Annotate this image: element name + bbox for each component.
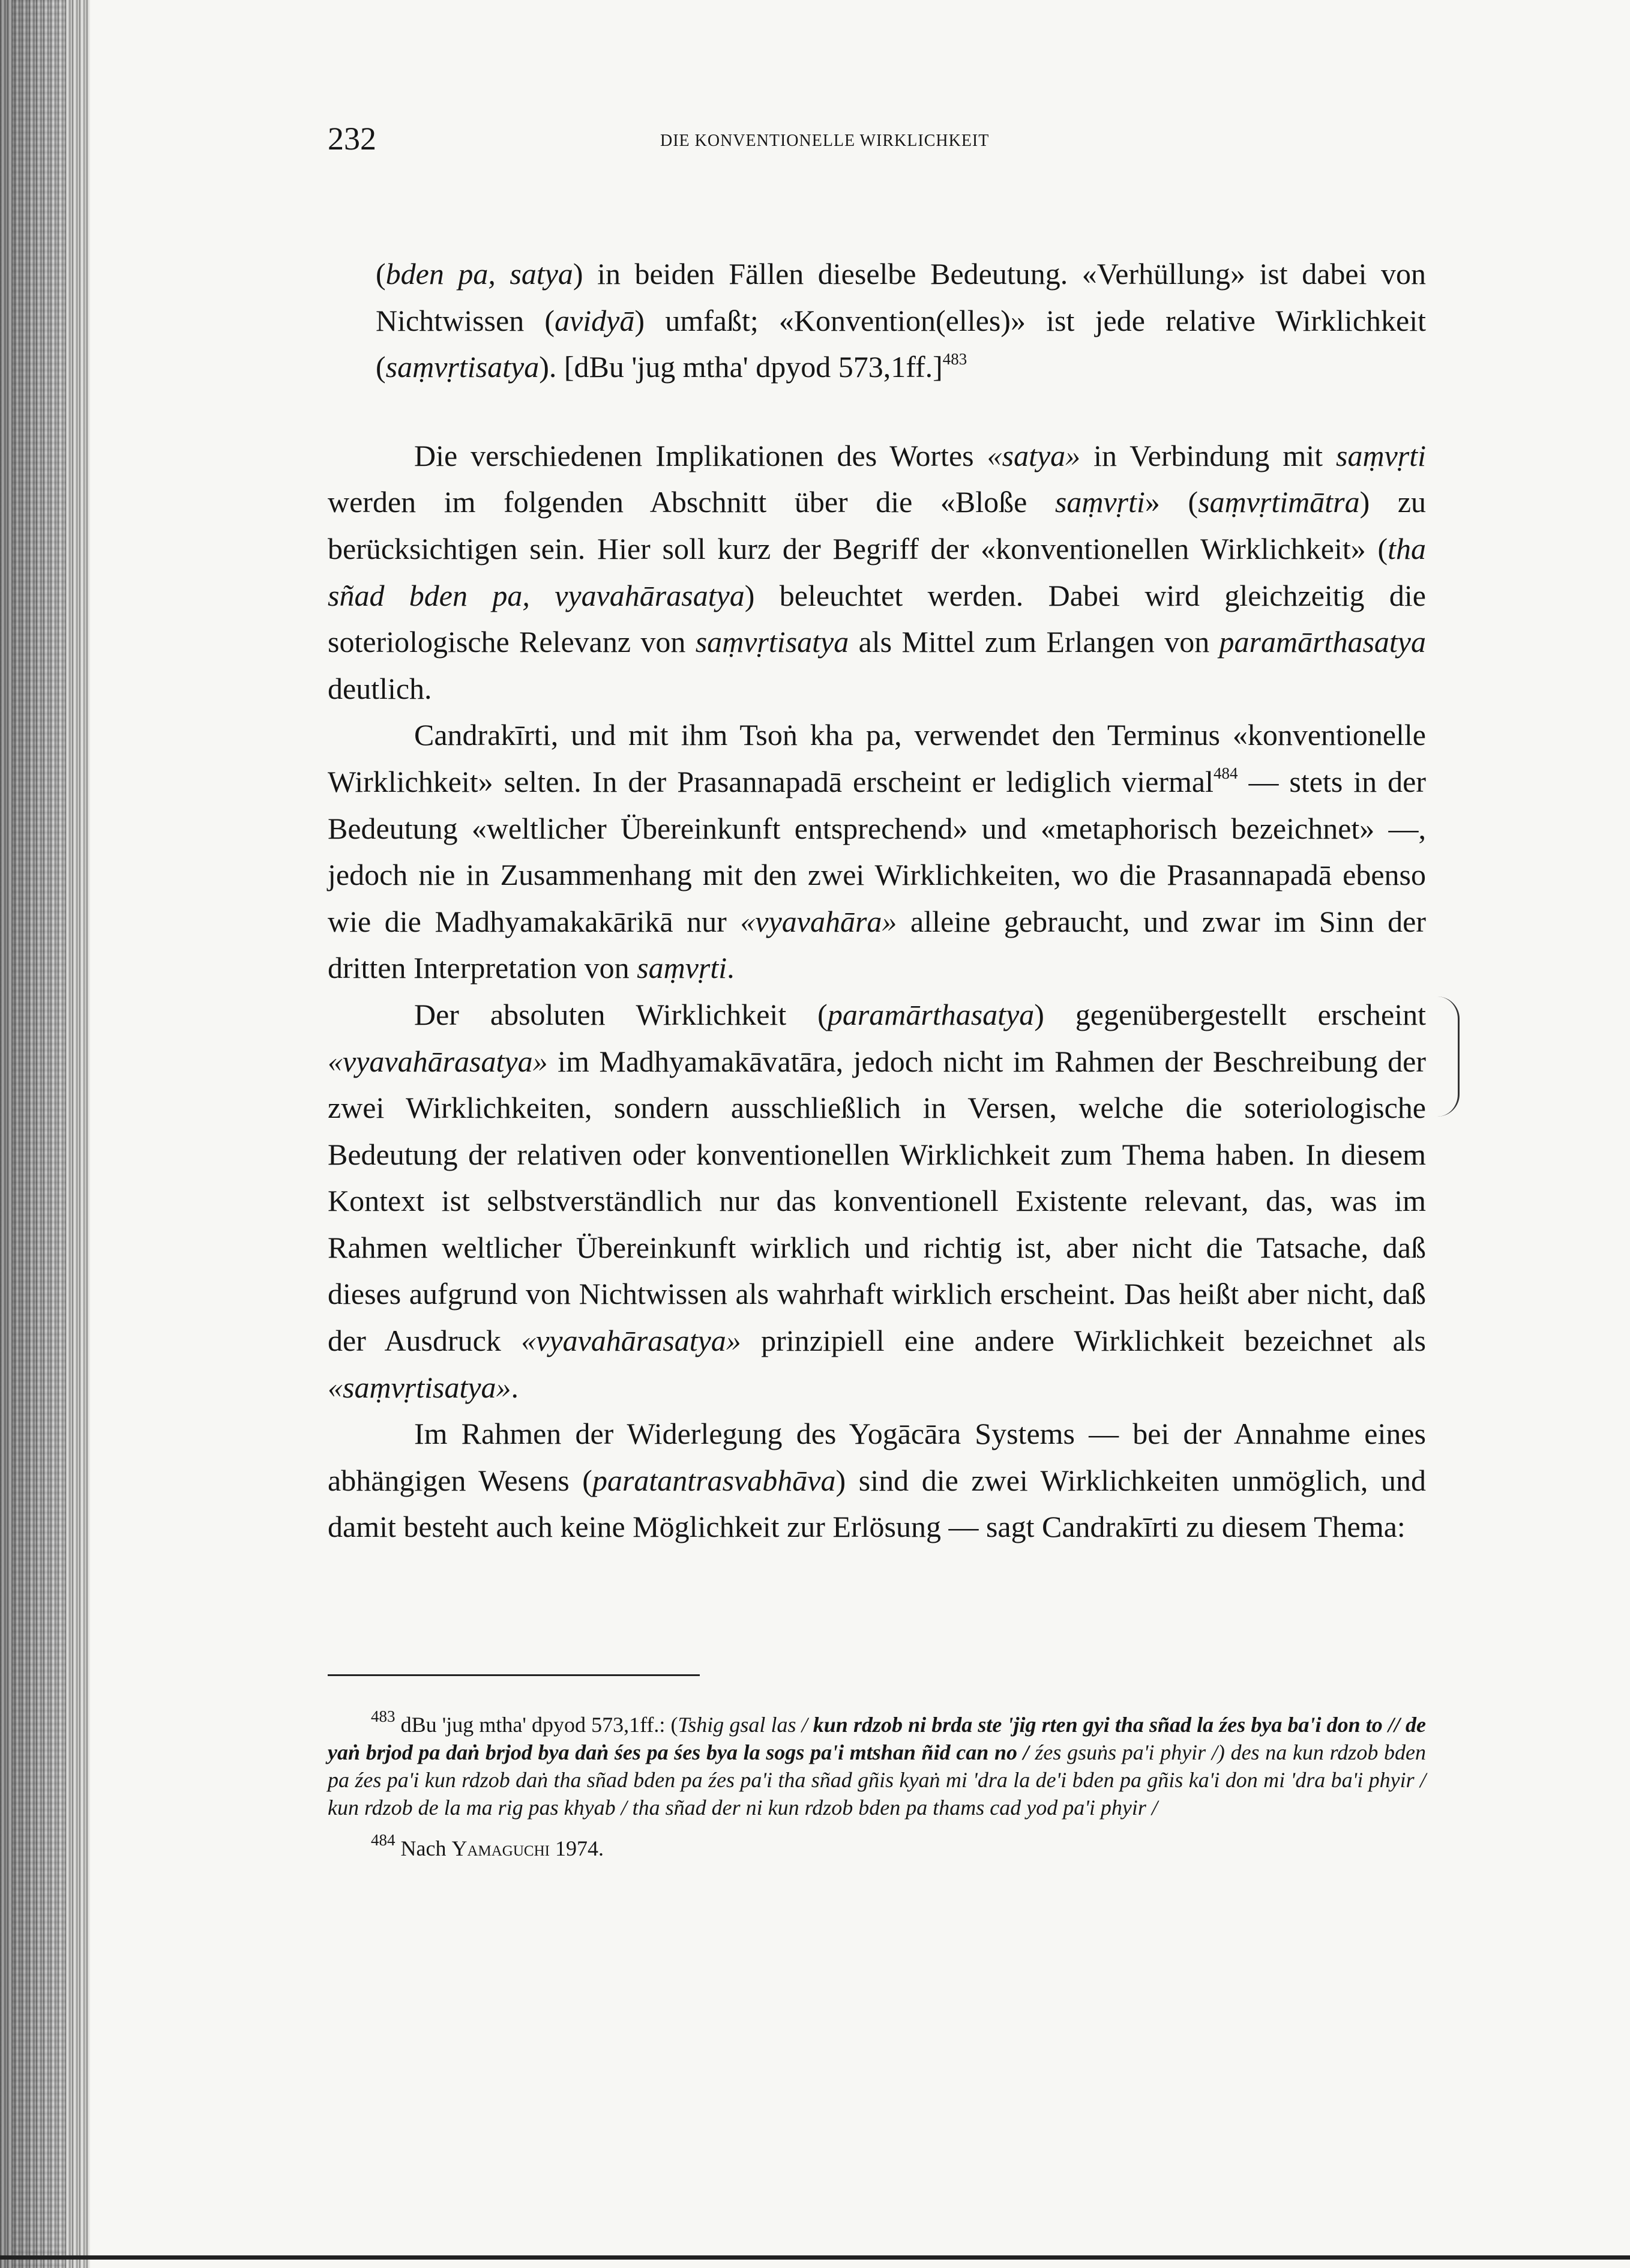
paragraph-1: Die verschiedenen Implikationen des Wortes «satya» in Verbindung mit saṃvṛti werden im folgenden Abschnitt über die «Bloße saṃvṛti» (saṃvṛtimātra) zu berücksichtigen sein. Hier soll kurz der Begriff der «konventionellen Wirklichkeit» (tha sñad bden pa, vyavahārasatya) beleuchtet werden. Dabei wird gleichzeitig die soteriologische Relevanz von saṃvṛtisatya als Mittel zum Erlangen von paramārthasatya deutlich. [328,438,1427,705]
footnote-ref-483[interactable]: 483 [942,349,967,368]
footnote-ref-484[interactable]: 484 [1213,764,1238,783]
footnote-number: 484 [371,1831,395,1849]
paragraph-4: Im Rahmen der Widerlegung des Yogācāra Systems — bei der Annahme eines abhängigen Wesens (paratantrasvabhāva) sind die zwei Wirklichkeiten unmöglich, und damit besteht auch keine Möglichkeit zur Erlösung — sagt Candrakīrti zu diesem Thema: [328,1417,1426,1544]
margin-bracket-mark [1437,997,1460,1117]
spacer [328,391,1426,433]
footnotes [328,1707,1426,1862]
footnote-separator [328,1674,700,1676]
page-number: 232 [328,121,376,157]
paragraph-3: Der absoluten Wirklichkeit (paramārthasatya) gegenübergestellt erscheint «vyavahārasatya» im Madhyamakāvatāra, jedoch nicht im Rahmen der Beschreibung der zwei Wirklichkeiten, sondern ausschließlich in Versen, welche die soteriologische Bedeutung der relativen oder konventionellen Wirklichkeit zum Thema haben. In diesem Kontext ist selbstverständlich nur das konventionell Existente relevant, das, was im Rahmen weltlicher Übereinkunft wirklich und richtig ist, aber nicht die Tatsache, daß dieses aufgrund von Nichtwissen als wahrhaft wirklich erscheint. Das heißt aber nicht, daß der Ausdruck «vyavahārasatya» prinzipiell eine andere Wirklichkeit bezeichnet als «saṃvṛtisatya». [328,997,1426,1404]
running-head-text: DIE KONVENTIONELLE WIRKLICHKEIT [660,131,990,150]
footnote-484: $^{484}$ Nach Yamaguchi 1974. [371,1831,604,1860]
quotation-block: (bden pa, satya) in beiden Fällen dieselbe Bedeutung. «Verhüllung» ist dabei von Nichtwissen (avidyā) umfaßt; «Konvention(elles)» ist jede relative Wirklichkeit (saṃvṛtisatya). [dBu 'jug mtha' dpyod 573,1ff.]$^{483}$ [376,257,1426,384]
running-head [660,127,989,151]
bottom-scan-line [0,2255,1630,2260]
footnote-483: $^{483}$ dBu 'jug mtha' dpyod 573,1ff.: (Tshig gsal las / kun rdzob ni brda ste 'jig rten gyi tha sñad la źes bya ba'i don to // de yaṅ brjod pa daṅ brjod bya daṅ śes pa śes bya la sogs pa'i mtshan ñid can no / źes gsuṅs pa'i phyir /) des na kun rdzob bden pa źes pa'i kun rdzob daṅ tha sñad bden pa źes pa'i tha sñad gñis kyaṅ mi 'dra la de'i bden pa gñis ka'i don mi 'dra ba'i phyir / kun rdzob de la ma rig pas khyab / tha sñad der ni kun rdzob bden pa thams cad yod pa'i phyir / [328,1707,1426,1820]
scanned-binding-edge [0,0,90,2268]
body-text [328,251,1426,1551]
footnote-number: 483 [371,1707,395,1725]
paragraph-2: Candrakīrti, und mit ihm Tsoṅ kha pa, verwendet den Terminus «konventionelle Wirklichkeit» selten. In der Prasannapadā erscheint er lediglich viermal$^{484}$ — stets in der Bedeutung «weltlicher Übereinkunft entsprechend» und «metaphorisch bezeichnet» —, jedoch nie in Zusammenhang mit den zwei Wirklichkeiten, wo die Prasannapadā ebenso wie die Madhyamakakārikā nur «vyavahāra» alleine gebraucht, und zwar im Sinn der dritten Interpretation von saṃvṛti. [328,718,1426,985]
